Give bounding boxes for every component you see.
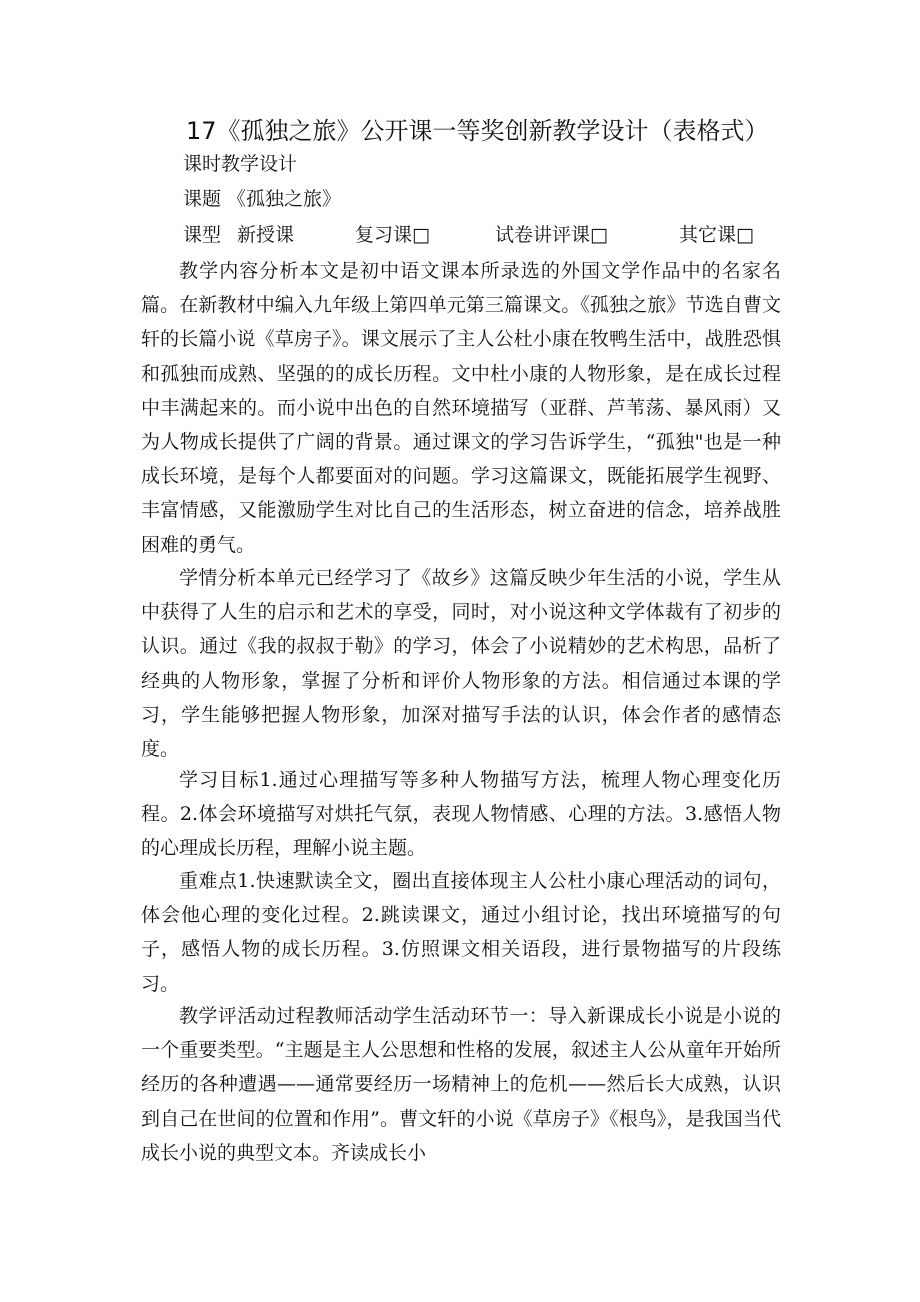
document-subtitle: 课时教学设计 — [183, 153, 298, 175]
lesson-type-label: 课型 — [183, 224, 222, 246]
key-difficulties-paragraph: 重难点1.快速默读全文，圈出直接体现主人公杜小康心理活动的词句，体会他心理的变化过程。2.跳读课文，通过小组讨论，找出环境描写的句子，感悟人物的成长历程。3.仿照课文相关语段，进行景物描写的片段练习。 — [141, 870, 781, 995]
lesson-type-review: 复习课□ — [355, 224, 430, 246]
lesson-topic: 课题 《孤独之旅》 — [183, 188, 342, 210]
learning-objectives-paragraph: 学习目标1.通过心理描写等多种人物描写方法，梳理人物心理变化历程。2.体会环境描写对烘托气氛，表现人物情感、心理的方法。3.感悟人物的心理成长历程，理解小说主题。 — [141, 769, 781, 860]
teaching-process-paragraph: 教学评活动过程教师活动学生活动环节一：导入新课成长小说是小说的一个重要类型。“主题是主人公思想和性格的发展，叙述主人公从童年开始所经历的各种遭遇——通常要经历一场精神上的危机——然后长大成熟，认识到自己在世间的位置和作用”。曹文轩的小说《草房子》《根鸟》，是我国当代成长小说的典型文本。齐读成长小 — [141, 1005, 781, 1164]
lesson-type-exam: 试卷讲评课□ — [495, 224, 608, 246]
document-title: 17《孤独之旅》公开课一等奖创新教学设计（表格式） — [186, 117, 769, 145]
lesson-type-other: 其它课□ — [679, 224, 754, 246]
student-analysis-paragraph: 学情分析本单元已经学习了《故乡》这篇反映少年生活的小说，学生从中获得了人生的启示和艺术的享受，同时，对小说这种文学体裁有了初步的认识。通过《我的叔叔于勒》的学习，体会了小说精妙的艺术构思，品析了经典的人物形象，掌握了分析和评价人物形象的方法。相信通过本课的学习，学生能够把握人物形象，加深对描写手法的认识，体会作者的感情态度。 — [141, 567, 781, 761]
lesson-type-new: 新授课 — [237, 224, 295, 246]
lesson-type-row — [183, 220, 754, 250]
content-analysis-paragraph: 教学内容分析本文是初中语文课本所录选的外国文学作品中的名家名篇。在新教材中编入九年级上第四单元第三篇课文。《孤独之旅》节选自曹文轩的长篇小说《草房子》。课文展示了主人公杜小康在牧鸭生活中，战胜恐惧和孤独而成熟、坚强的的成长历程。文中杜小康的人物形象，是在成长过程中丰满起来的。而小说中出色的自然环境描写（亚群、芦苇荡、暴风雨）又为人物成长提供了广阔的背景。通过课文的学习告诉学生，“孤独"也是一种成长环境，是每个人都要面对的问题。学习这篇课文，既能拓展学生视野、丰富情感，又能激励学生对比自己的生活形态，树立奋进的信念，培养战胜困难的勇气。 — [141, 260, 781, 556]
